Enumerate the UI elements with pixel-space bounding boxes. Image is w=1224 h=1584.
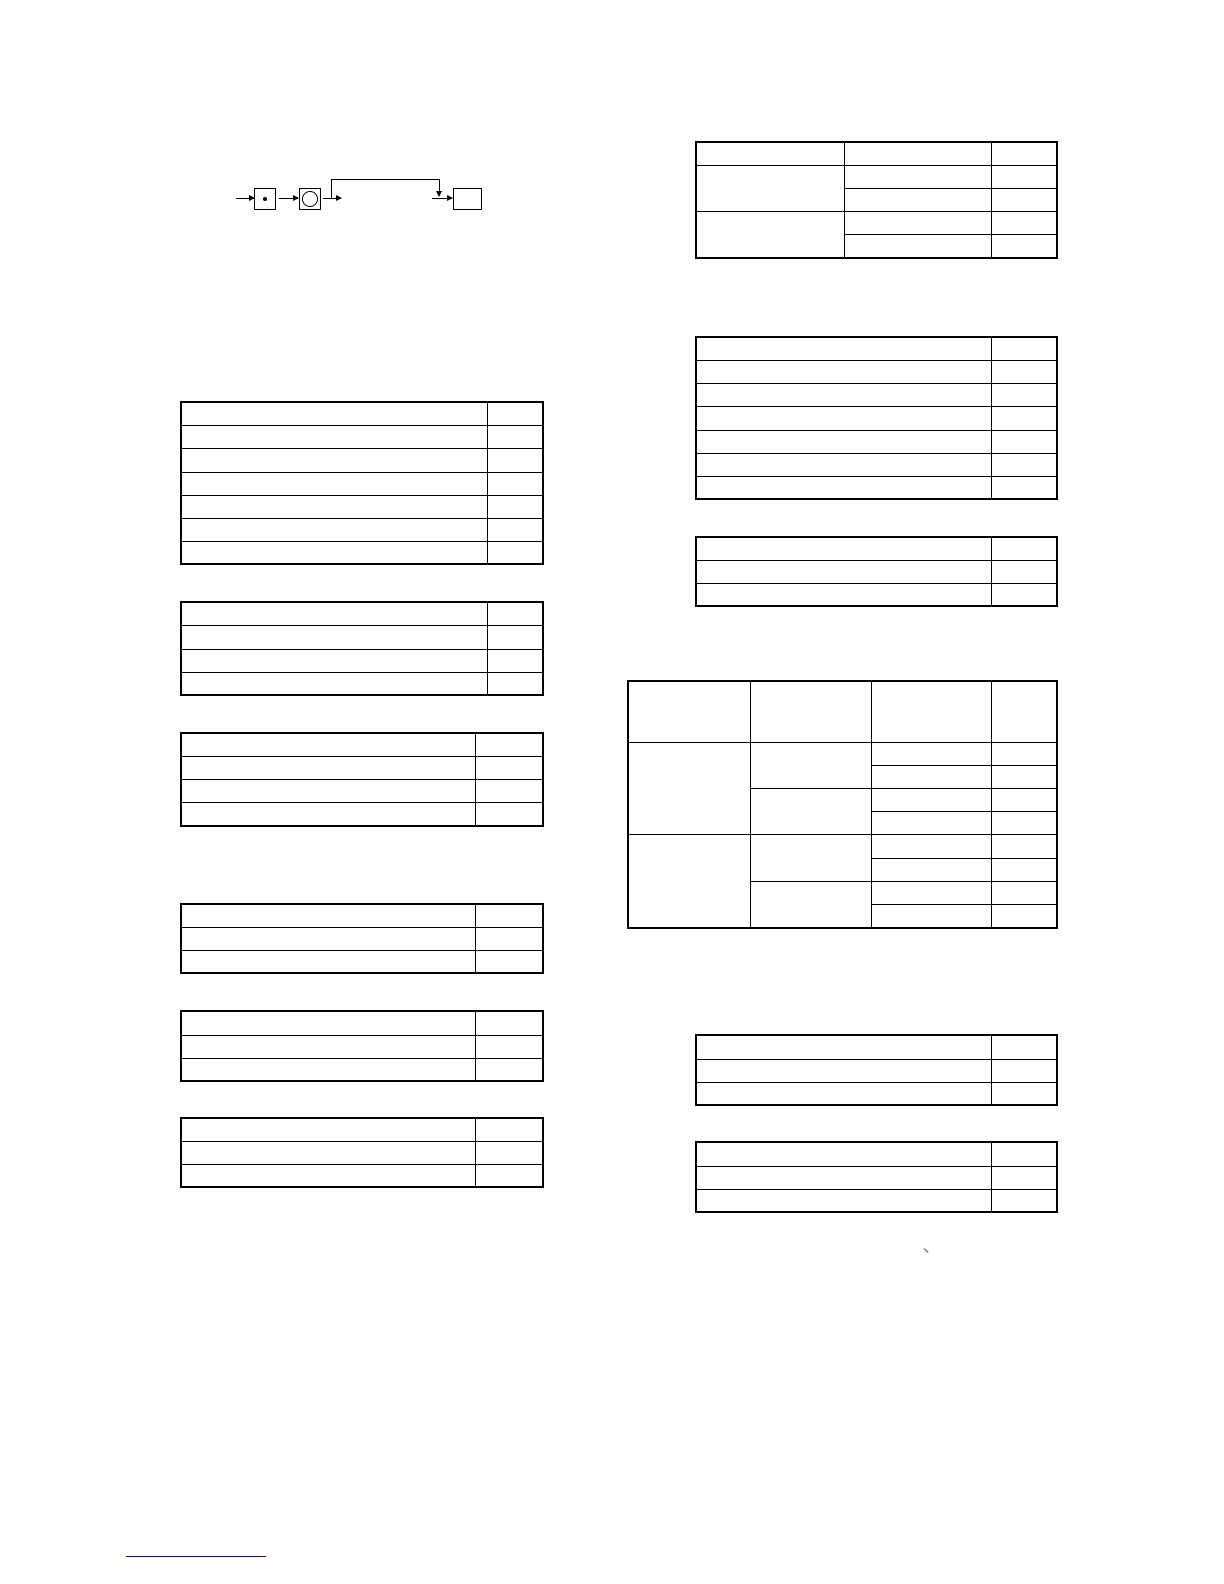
bypass-line — [331, 179, 440, 180]
table-col-line — [991, 1143, 992, 1211]
arrow-down-icon — [436, 191, 442, 197]
table-right-6 — [695, 1141, 1058, 1213]
blank-key-icon — [453, 188, 482, 210]
table-row-line — [871, 811, 1056, 812]
stray-mark — [924, 1248, 929, 1253]
table-left-4 — [180, 903, 544, 974]
table-row-line — [844, 234, 1056, 235]
table-left-2 — [180, 601, 544, 696]
table-row-line — [844, 188, 1056, 189]
arrow-icon — [279, 198, 298, 199]
table-col-line — [475, 905, 476, 972]
table-col-line — [750, 682, 751, 927]
table-left-3 — [180, 732, 544, 827]
table-left-5 — [180, 1010, 544, 1082]
table-row-line — [182, 1141, 542, 1142]
table-right-3 — [695, 536, 1058, 607]
arrow-icon — [323, 198, 341, 199]
table-col-line — [991, 1036, 992, 1104]
table-row-line — [182, 1035, 542, 1036]
table-col-line — [487, 603, 488, 694]
table-row-line — [182, 495, 542, 496]
table-row-line — [871, 904, 1056, 905]
table-row-line — [182, 802, 542, 803]
footer-link[interactable] — [126, 1556, 266, 1557]
table-row-line — [750, 881, 1056, 882]
table-left-1 — [180, 401, 544, 565]
table-row-line — [697, 383, 1056, 384]
table-col-line — [991, 538, 992, 605]
table-left-6 — [180, 1117, 544, 1188]
table-right-1 — [695, 141, 1058, 259]
circle-key-icon — [299, 188, 321, 210]
table-col-line — [487, 403, 488, 563]
table-row-line — [697, 476, 1056, 477]
table-row-line — [697, 430, 1056, 431]
table-row-line — [750, 788, 1056, 789]
table-row-line — [182, 1058, 542, 1059]
table-row-line — [697, 453, 1056, 454]
table-row-line — [697, 406, 1056, 407]
table-row-line — [182, 649, 542, 650]
dot-key-icon — [254, 188, 276, 210]
table-row-line — [182, 425, 542, 426]
arrow-icon — [236, 198, 254, 199]
table-row-line — [871, 765, 1056, 766]
table-row-line — [182, 779, 542, 780]
table-row-line — [697, 165, 1056, 166]
table-row-line — [697, 560, 1056, 561]
table-row-line — [697, 1082, 1056, 1083]
table-col-line — [991, 143, 992, 257]
table-row-line — [182, 927, 542, 928]
table-col-line — [991, 338, 992, 498]
table-right-2 — [695, 336, 1058, 500]
table-row-line — [182, 625, 542, 626]
table-col-line — [475, 1119, 476, 1186]
table-row-line — [182, 541, 542, 542]
table-row-line — [182, 950, 542, 951]
table-row-line — [182, 518, 542, 519]
table-row-line — [697, 1059, 1056, 1060]
table-right-4 — [627, 680, 1058, 929]
table-col-line — [871, 682, 872, 927]
table-row-line — [697, 583, 1056, 584]
table-right-5 — [695, 1034, 1058, 1106]
table-row-line — [182, 672, 542, 673]
bypass-line — [331, 179, 332, 199]
table-row-line — [182, 756, 542, 757]
table-row-line — [182, 1164, 542, 1165]
table-row-line — [182, 448, 542, 449]
table-col-line — [475, 1012, 476, 1080]
table-row-line — [871, 858, 1056, 859]
table-row-line — [697, 1166, 1056, 1167]
table-row-line — [697, 1189, 1056, 1190]
arrow-icon — [432, 198, 452, 199]
table-row-line — [697, 360, 1056, 361]
table-col-line — [991, 682, 992, 927]
table-row-line — [697, 211, 1056, 212]
table-col-line — [844, 143, 845, 257]
table-row-line — [182, 472, 542, 473]
table-col-line — [475, 734, 476, 825]
